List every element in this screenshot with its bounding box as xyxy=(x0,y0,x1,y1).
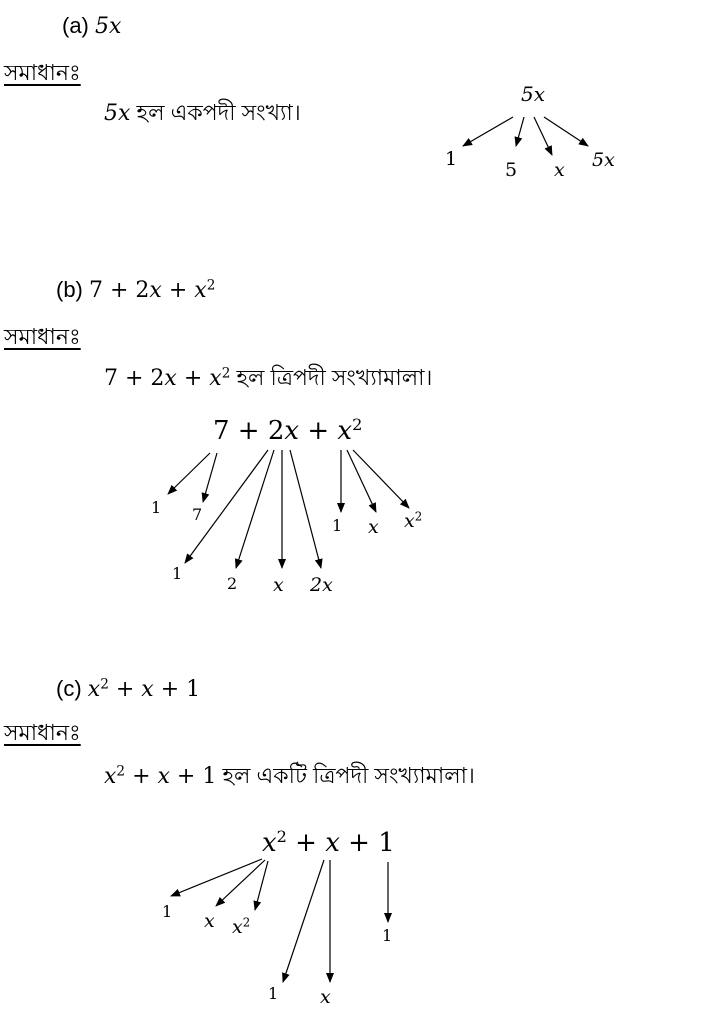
factor-a-1: 1 xyxy=(445,148,458,170)
factor-b-2x-2: 2 xyxy=(227,574,238,593)
question-a-label: (a) 5x xyxy=(62,13,122,39)
question-a-expr: 5x xyxy=(95,14,122,39)
factor-a-2: 5 xyxy=(505,159,518,181)
factor-b-2x-4: 2x xyxy=(310,574,333,596)
factor-a-3: x xyxy=(554,159,565,181)
tree-c-top: $x^2 + x + 1$ xyxy=(262,827,395,858)
factor-b-2x-1: 1 xyxy=(172,564,183,583)
factor-c-x2-1: 1 xyxy=(162,902,173,921)
tree-a-top: 5x xyxy=(521,82,546,106)
statement-a: 5x হল একপদী সংখ্যা। xyxy=(104,100,301,126)
factor-c-x2-3: $x^2$ xyxy=(232,915,251,938)
factor-b-x2-3: $x^2$ xyxy=(404,509,423,532)
question-b-expr: $7 + 2x + x^2$ xyxy=(89,277,216,303)
arrow-b-9 xyxy=(353,450,409,508)
question-c-label: (c) $x^2 + x + 1$ xyxy=(56,676,201,702)
arrow-c-1 xyxy=(171,859,262,896)
question-c-expr: $x^2 + x + 1$ xyxy=(87,676,201,702)
solution-b-label: সমাধানঃ xyxy=(4,324,81,349)
factor-a-4: 5x xyxy=(592,149,615,171)
arrow-a-3 xyxy=(534,117,552,155)
arrow-b-1 xyxy=(168,453,210,494)
factor-c-x2-2: x xyxy=(204,910,215,932)
factor-b-x2-2: x xyxy=(368,516,379,538)
question-b-label: (b) $7 + 2x + x^2$ xyxy=(56,277,216,303)
tree-b-top: $7 + 2x + x^2$ xyxy=(213,415,363,446)
factor-c-x-2: x xyxy=(320,986,331,1008)
arrow-a-2 xyxy=(516,117,524,146)
arrow-a-1 xyxy=(463,117,513,146)
arrow-b-2 xyxy=(203,453,217,502)
solution-a-label: সমাধানঃ xyxy=(4,60,81,85)
solution-c-label: সমাধানঃ xyxy=(4,720,81,745)
factor-b-7-1: 1 xyxy=(151,498,162,517)
arrow-a-4 xyxy=(544,117,588,146)
factor-b-x2-1: 1 xyxy=(332,516,343,535)
statement-b: $7 + 2x + x^2$ হল ত্রিপদী সংখ্যামালা। xyxy=(104,365,433,391)
arrow-b-6 xyxy=(290,450,321,568)
factor-b-7-2: 7 xyxy=(192,505,203,524)
factor-c-x-1: 1 xyxy=(268,984,279,1003)
statement-c: $x^2 + x + 1$ হল একটি ত্রিপদী সংখ্যামালা। xyxy=(104,763,475,789)
factor-c-1-1: 1 xyxy=(382,926,393,945)
factor-b-2x-3: x xyxy=(273,574,284,596)
arrow-c-4 xyxy=(283,860,324,982)
